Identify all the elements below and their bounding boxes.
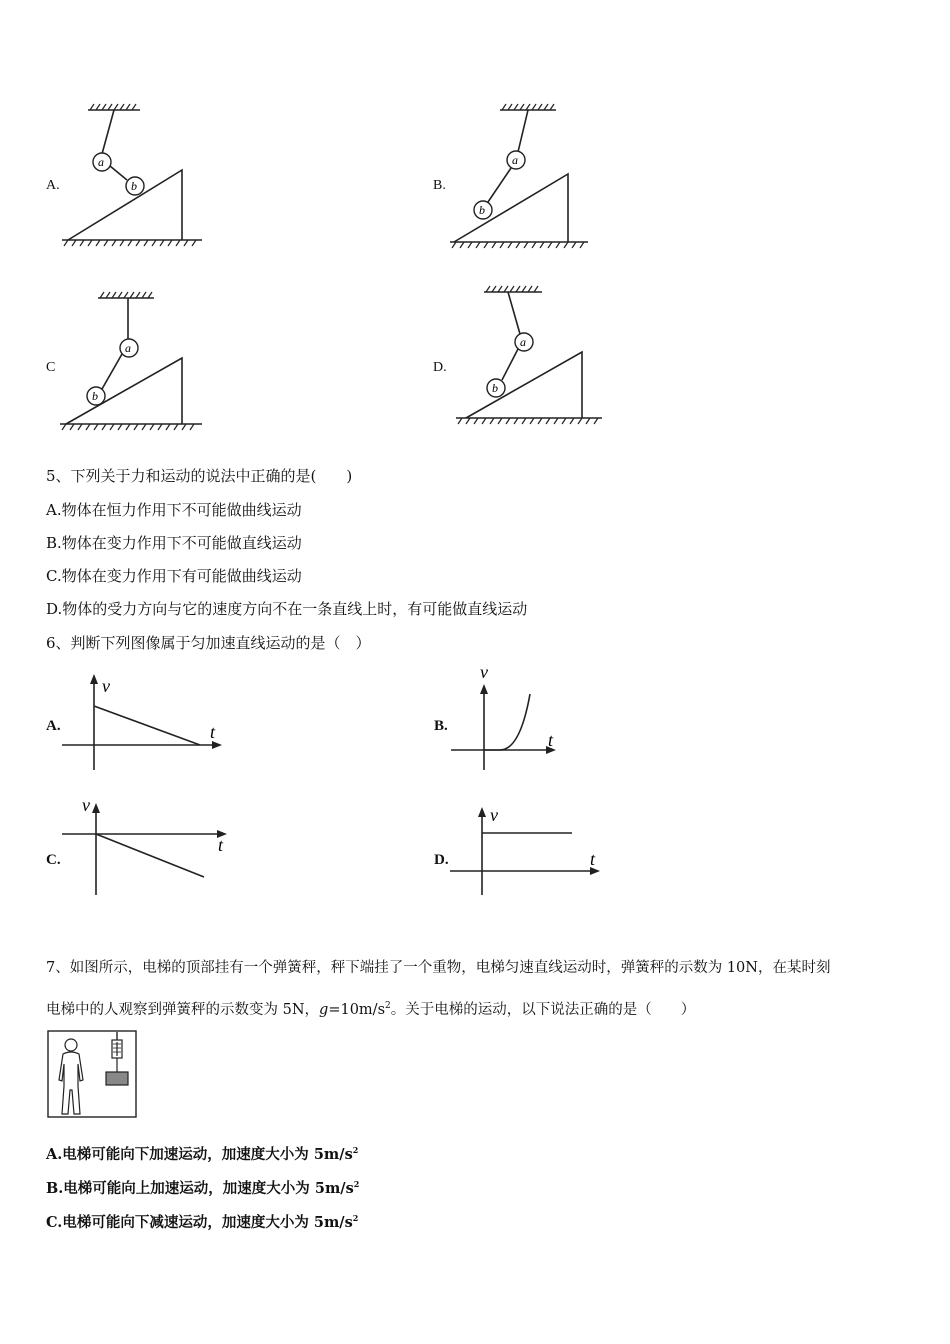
elevator-figure	[47, 1030, 139, 1120]
ball-a-label: a	[98, 155, 104, 169]
ball-a-label: a	[125, 341, 131, 355]
t-axis-label: t	[590, 849, 596, 869]
ball-b-label: b	[92, 389, 98, 403]
q4-option-b-label[interactable]: B.	[433, 178, 446, 193]
q4-figure-a	[60, 100, 210, 250]
v-axis-label: v	[102, 676, 110, 696]
q7-option-c[interactable]: C.电梯可能向下减速运动，加速度大小为 $5m/s^2$	[46, 1213, 359, 1231]
ball-a-label: a	[512, 153, 518, 167]
q4-option-a-label[interactable]: A.	[46, 178, 60, 193]
q7-option-b[interactable]: B.电梯可能向上加速运动，加速度大小为 $5m/s^2$	[46, 1179, 360, 1197]
q4-option-d-label[interactable]: D.	[433, 360, 447, 375]
q7-stem-line2: 电梯中的人观察到弹簧秤的示数变为 5N，$g=10m/s^2$。关于电梯的运动，以下说法正确的是（ ）	[46, 1001, 696, 1018]
q5-option-b[interactable]: B.物体在变力作用下不可能做直线运动	[46, 534, 302, 552]
q6-option-d-label[interactable]: D.	[434, 852, 449, 868]
q5-option-a[interactable]: A.物体在恒力作用下不可能做曲线运动	[46, 501, 302, 519]
ball-a-label: a	[520, 335, 526, 349]
t-axis-label: t	[210, 722, 216, 742]
q6-option-b-label[interactable]: B.	[434, 718, 448, 734]
q4-option-c-label[interactable]: C	[46, 360, 56, 375]
v-axis-label: v	[480, 662, 488, 682]
q5-option-d[interactable]: D.物体的受力方向与它的速度方向不在一条直线上时，有可能做直线运动	[46, 600, 528, 618]
q5-option-c[interactable]: C.物体在变力作用下有可能做曲线运动	[46, 567, 302, 585]
ball-b-label: b	[131, 179, 137, 193]
q4-figure-b	[448, 100, 598, 250]
q7-stem-line1: 7、如图所示，电梯的顶部挂有一个弹簧秤，秤下端挂了一个重物，电梯匀速直线运动时，弹簧秤的示数为 10N，在某时刻	[46, 960, 831, 976]
q6-option-a-label[interactable]: A.	[46, 718, 61, 734]
v-axis-label: v	[82, 795, 90, 815]
q6-graph-a	[60, 672, 230, 777]
ball-b-label: b	[492, 381, 498, 395]
ball-b-label: b	[479, 203, 485, 217]
q6-graph-b	[448, 660, 568, 775]
q6-option-c-label[interactable]: C.	[46, 852, 61, 868]
q4-figure-c	[56, 288, 206, 438]
q7-option-a[interactable]: A.电梯可能向下加速运动，加速度大小为 $5m/s^2$	[46, 1145, 359, 1163]
t-axis-label: t	[548, 730, 554, 750]
q6-graph-c	[60, 795, 235, 900]
q6-stem: 6、判断下列图像属于匀加速直线运动的是（ ）	[46, 634, 371, 652]
q4-figure-d	[452, 282, 607, 432]
q5-stem: 5、下列关于力和运动的说法中正确的是( )	[46, 467, 353, 485]
q6-graph-d	[448, 803, 608, 898]
v-axis-label: v	[490, 805, 498, 825]
t-axis-label: t	[218, 835, 224, 855]
